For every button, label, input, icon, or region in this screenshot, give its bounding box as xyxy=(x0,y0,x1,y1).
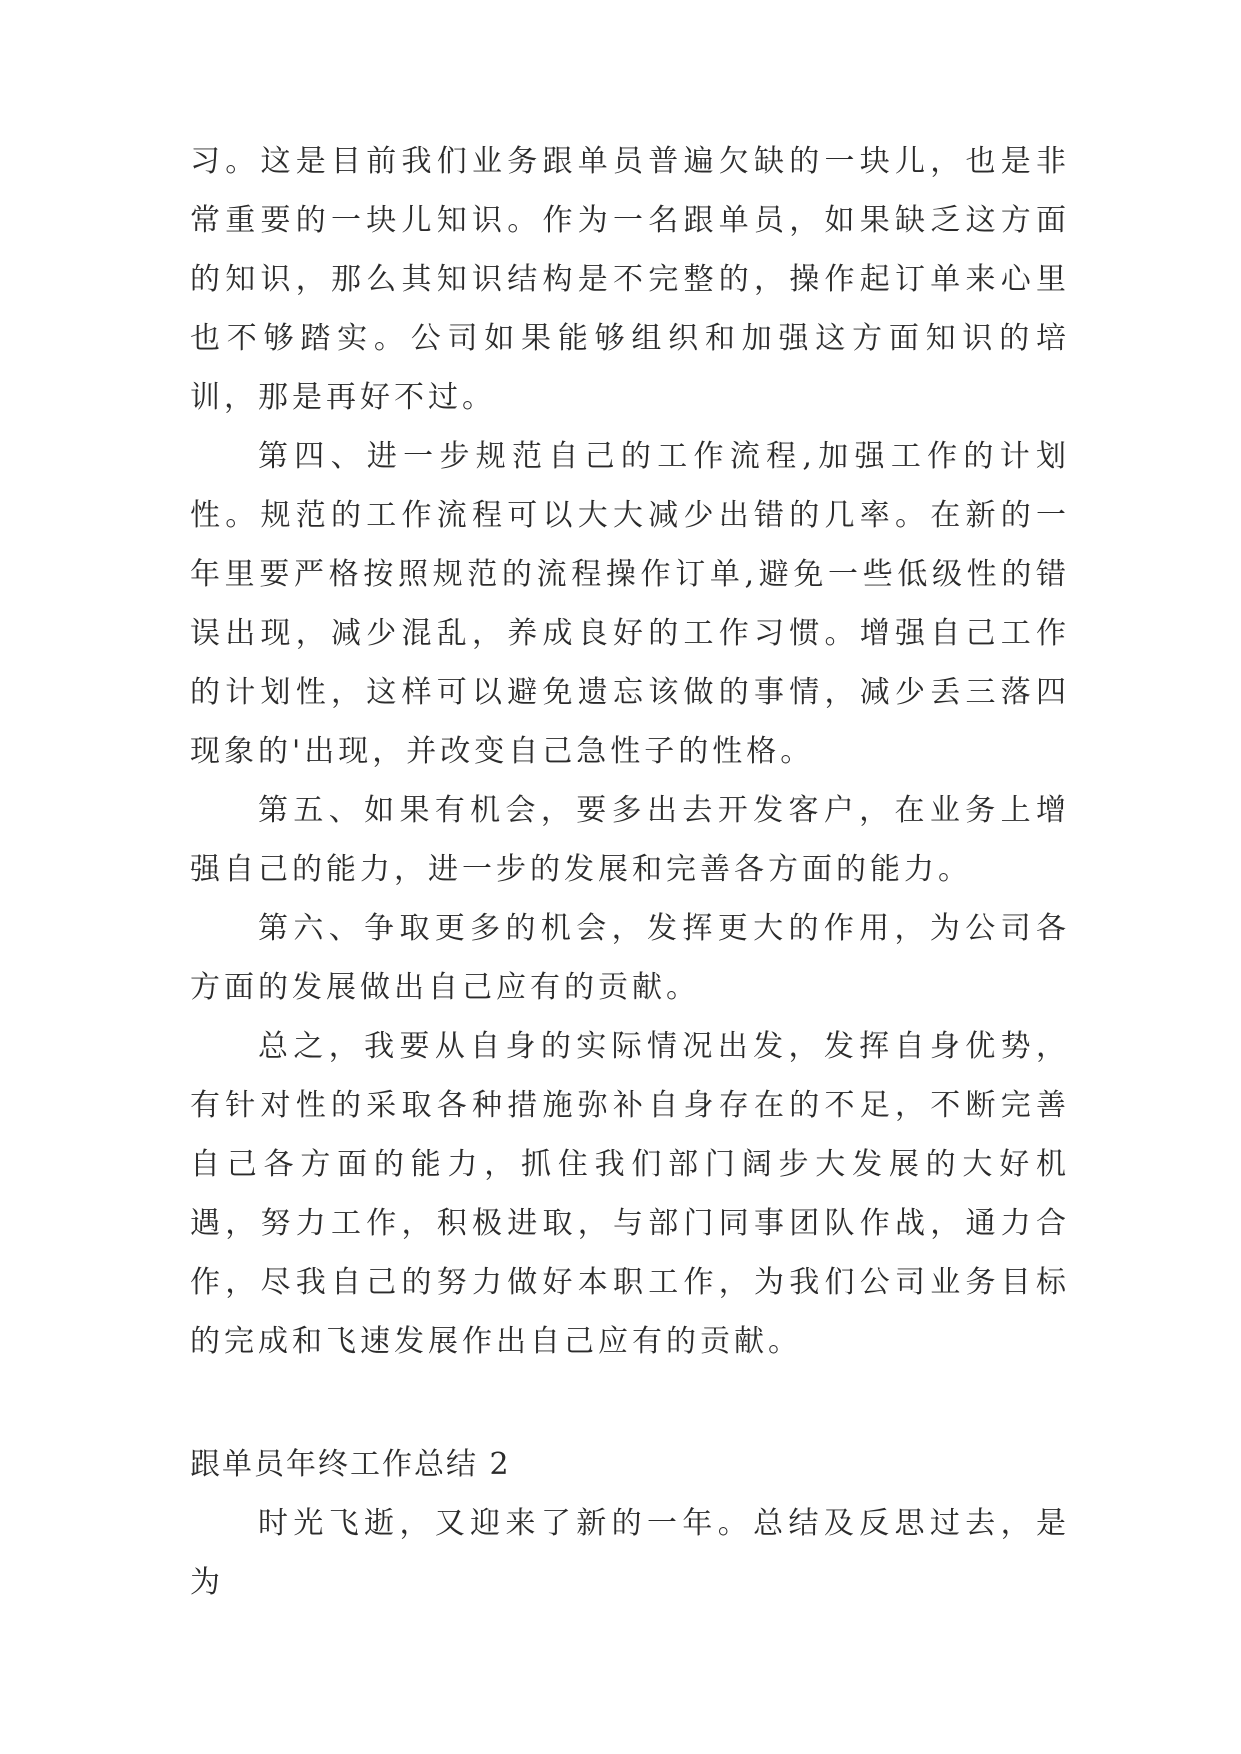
paragraph-1: 习。这是目前我们业务跟单员普遍欠缺的一块儿，也是非常重要的一块儿知识。作为一名跟单员，如果缺乏这方面的知识，那么其知识结构是不完整的，操作起订单来心里也不够踏实。公司如果能够组织和加强这方面知识的培训，那是再好不过。 xyxy=(190,144,1070,415)
paragraph-conclusion: 总之，我要从自身的实际情况出发，发挥自身优势，有针对性的采取各种措施弥补自身存在的不足，不断完善自己各方面的能力，抓住我们部门阔步大发展的大好机遇，努力工作，积极进取，与部门同事团队作战，通力合作，尽我自己的努力做好本职工作，为我们公司业务目标的完成和飞速发展作出自己应有的贡献。 xyxy=(190,1029,1070,1359)
paragraph-item-four: 第四、进一步规范自己的工作流程,加强工作的计划性。规范的工作流程可以大大减少出错的几率。在新的一年里要严格按照规范的流程操作订单,避免一些低级性的错误出现，减少混乱，养成良好的工作习惯。增强自己工作的计划性，这样可以避免遗忘该做的事情，减少丢三落四现象的'出现，并改变自己急性子的性格。 xyxy=(190,439,1070,769)
paragraph-item-six: 第六、争取更多的机会，发挥更大的作用，为公司各方面的发展做出自己应有的贡献。 xyxy=(190,911,1070,1005)
section-heading: 跟单员年终工作总结 2 xyxy=(190,1447,511,1482)
paragraph-section-two-opening: 时光飞逝，又迎来了新的一年。总结及反思过去，是为 xyxy=(190,1506,1070,1600)
paragraph-item-five: 第五、如果有机会，要多出去开发客户，在业务上增强自己的能力，进一步的发展和完善各方面的能力。 xyxy=(190,793,1070,887)
document-body xyxy=(190,132,1070,1612)
